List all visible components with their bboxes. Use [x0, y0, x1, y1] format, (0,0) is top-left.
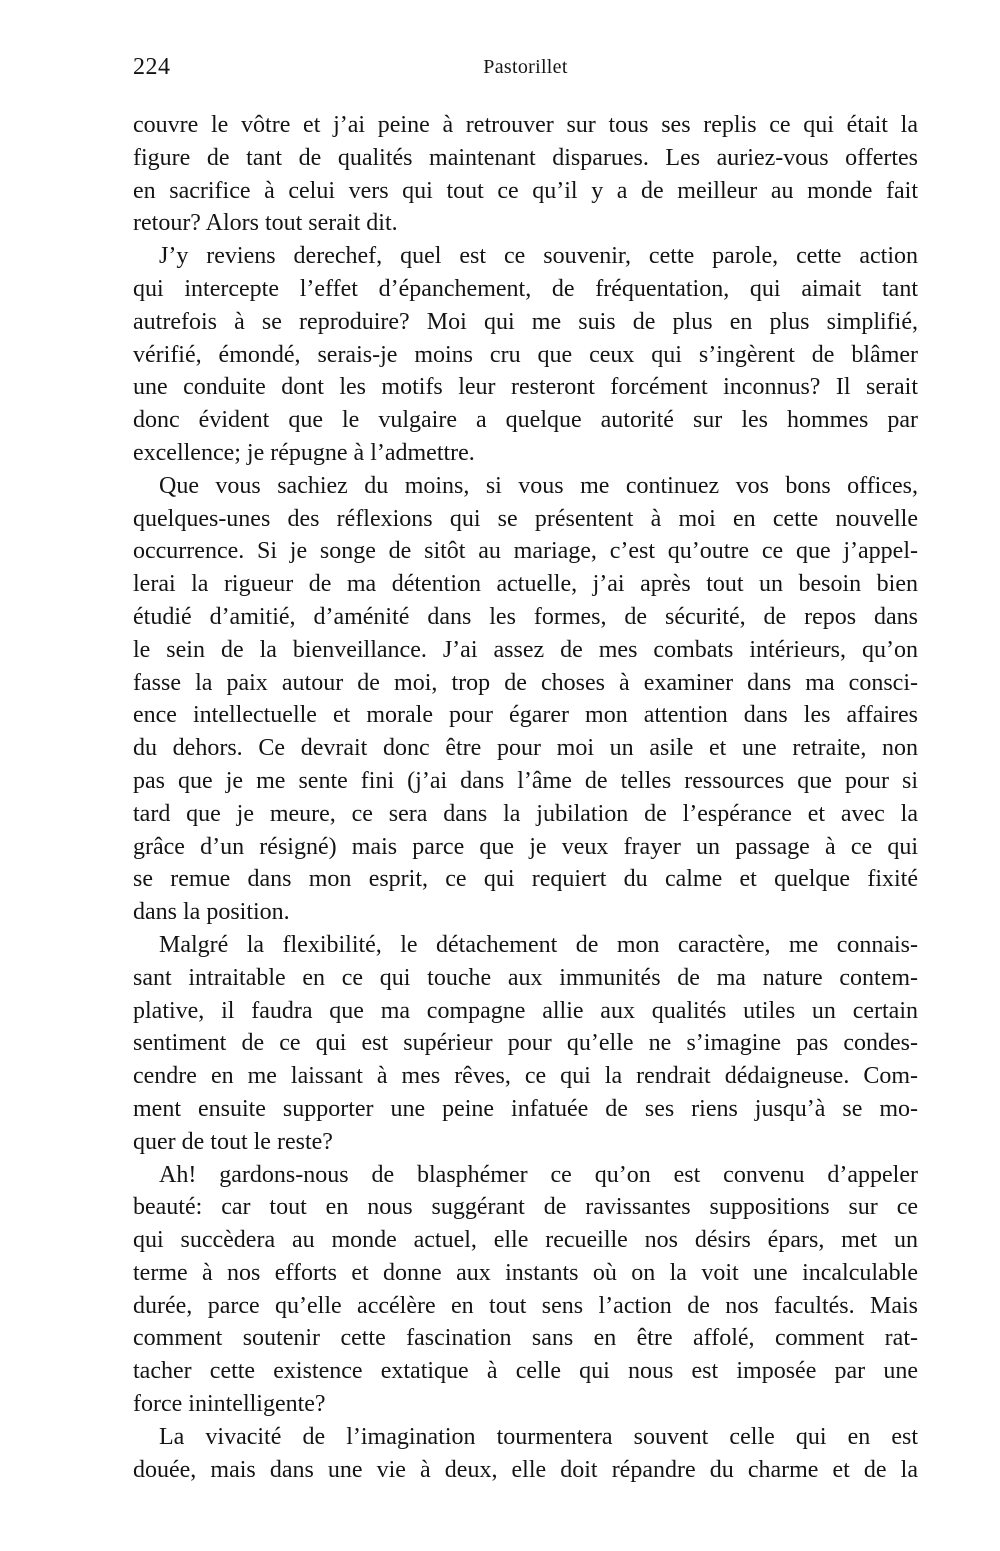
page-number: 224	[133, 54, 171, 80]
text-line: durée, parce qu’elle accélère en tout sens l’action de nos facultés. Mais	[133, 1292, 918, 1319]
paragraph	[133, 1159, 918, 1421]
text-line: excellence; je répugne à l’admettre.	[133, 439, 475, 466]
text-line: dans la position.	[133, 899, 290, 926]
paragraph	[133, 1421, 918, 1487]
text-line: se remue dans mon esprit, ce qui requiert du calme et quelque fixité	[133, 866, 918, 893]
body-text	[133, 109, 918, 1486]
running-title: Pastorillet	[483, 56, 568, 78]
text-line: qui intercepte l’effet d’épanchement, de fréquentation, qui aimait tant	[133, 275, 918, 302]
text-line: Malgré la flexibilité, le détachement de mon caractère, me connais-	[159, 931, 918, 958]
text-line: force inintelligente?	[133, 1391, 326, 1418]
text-line: pas que je me sente fini (j’ai dans l’âme de telles ressources que pour si	[133, 767, 918, 794]
text-line: occurrence. Si je songe de sitôt au mariage, c’est qu’outre ce que j’appel-	[133, 538, 918, 565]
text-line: une conduite dont les motifs leur resteront forcément inconnus? Il serait	[133, 374, 918, 401]
text-line: cendre en me laissant à mes rêves, ce qui la rendrait dédaigneuse. Com-	[133, 1063, 918, 1090]
text-line: sentiment de ce qui est supérieur pour qu’elle ne s’imagine pas condes-	[133, 1030, 918, 1057]
text-line: lerai la rigueur de ma détention actuelle, j’ai après tout un besoin bien	[133, 571, 918, 598]
text-line: tard que je meure, ce sera dans la jubilation de l’espérance et avec la	[133, 800, 918, 827]
text-line: ment ensuite supporter une peine infatuée de ses riens jusqu’à se mo-	[133, 1095, 918, 1122]
text-line: comment soutenir cette fascination sans en être affolé, comment rat-	[133, 1325, 918, 1352]
paragraph	[133, 929, 918, 1159]
text-line: tacher cette existence extatique à celle qui nous est imposée par une	[133, 1358, 918, 1385]
text-line: figure de tant de qualités maintenant disparues. Les auriez-vous offertes	[133, 144, 918, 171]
text-line: du dehors. Ce devrait donc être pour moi un asile et une retraite, non	[133, 735, 918, 762]
paragraph	[133, 109, 918, 240]
text-line: quer de tout le reste?	[133, 1128, 333, 1155]
text-line: en sacrifice à celui vers qui tout ce qu’il y a de meilleur au monde fait	[133, 177, 918, 204]
text-line: ence intellectuelle et morale pour égarer mon attention dans les affaires	[133, 702, 918, 729]
text-line: étudié d’amitié, d’aménité dans les formes, de sécurité, de repos dans	[133, 603, 918, 630]
text-line: le sein de la bienveillance. J’ai assez de mes combats intérieurs, qu’on	[133, 636, 918, 663]
text-line: J’y reviens derechef, quel est ce souvenir, cette parole, cette action	[159, 243, 918, 270]
text-line: plative, il faudra que ma compagne allie aux qualités utiles un certain	[133, 997, 918, 1024]
text-line: Ah! gardons-nous de blasphémer ce qu’on est convenu d’appeler	[159, 1161, 918, 1188]
text-line: terme à nos efforts et donne aux instants où on la voit une incalculable	[133, 1259, 918, 1286]
text-line: douée, mais dans une vie à deux, elle doit répandre du charme et de la	[133, 1456, 918, 1483]
text-line: donc évident que le vulgaire a quelque autorité sur les hommes par	[133, 407, 918, 434]
text-line: sant intraitable en ce qui touche aux immunités de ma nature contem-	[133, 964, 918, 991]
text-line: retour? Alors tout serait dit.	[133, 210, 398, 237]
text-line: grâce d’un résigné) mais parce que je veux frayer un passage à ce qui	[133, 833, 918, 860]
text-line: qui succèdera au monde actuel, elle recueille nos désirs épars, met un	[133, 1227, 918, 1254]
text-line: fasse la paix autour de moi, trop de choses à examiner dans ma consci-	[133, 669, 918, 696]
text-line: couvre le vôtre et j’ai peine à retrouver sur tous ses replis ce qui était la	[133, 112, 918, 138]
text-line: vérifié, émondé, serais-je moins cru que ceux qui s’ingèrent de blâmer	[133, 341, 918, 368]
paragraph	[133, 470, 918, 929]
running-head	[133, 54, 918, 88]
paragraph	[133, 240, 918, 470]
text-line: quelques-unes des réflexions qui se présentent à moi en cette nouvelle	[133, 505, 918, 532]
text-line: autrefois à se reproduire? Moi qui me suis de plus en plus simplifié,	[133, 308, 918, 335]
text-line: beauté: car tout en nous suggérant de ravissantes suppositions sur ce	[133, 1194, 918, 1221]
text-line: Que vous sachiez du moins, si vous me continuez vos bons offices,	[159, 472, 918, 499]
text-line: La vivacité de l’imagination tourmentera souvent celle qui en est	[159, 1423, 918, 1450]
